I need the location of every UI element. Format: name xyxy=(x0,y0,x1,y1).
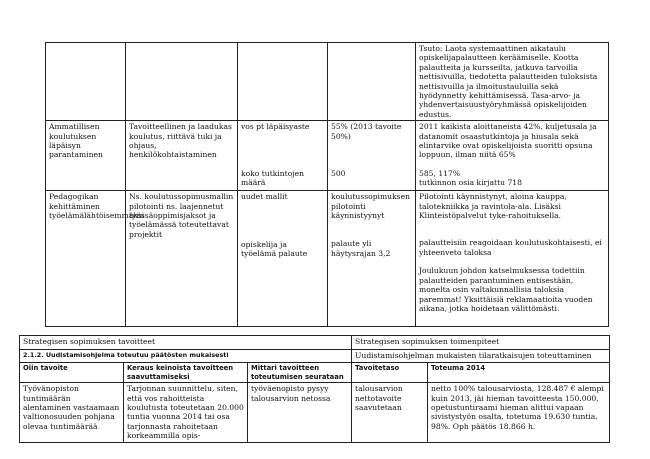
spacer xyxy=(419,220,605,238)
target-text: 500 xyxy=(331,169,346,179)
target-text: koulutussopimuksen pilotointi käynnistyynyt xyxy=(331,192,410,221)
spacer xyxy=(331,141,412,169)
header-right: Strategisen sopimuksen toimenpiteet xyxy=(352,336,610,350)
table-row xyxy=(20,383,610,442)
column-header: Keraus keinoista tavoitteen saavuttamiseksi xyxy=(124,363,248,383)
target-text: palaute yli häytysrajan 3,2 xyxy=(331,239,391,258)
indicator-text: opiskelija ja työelämä palaute xyxy=(241,239,308,259)
table-cell xyxy=(328,43,416,121)
results-table-top xyxy=(45,42,609,327)
result-text: tutkinnon osia kirjattu 718 xyxy=(419,178,522,188)
spacer xyxy=(241,132,324,169)
goal-cell: Ammatillisen koulutuksen läpäisyn parantaminen xyxy=(46,121,126,191)
indicator-text: vos pt läpäisyaste xyxy=(241,122,310,132)
spacer xyxy=(241,202,324,240)
column-header: Tavoitetaso xyxy=(352,363,428,383)
section-left: 2.1.2. Uudistamisohjelma toteutuu päätösten mukaisesti xyxy=(20,350,352,363)
table-cell: Työvänopiston tuntimäärän alentaminen vastaamaan valtionosuuden pohjana olevaa tuntimäärää xyxy=(20,383,124,442)
strategy-table-bottom xyxy=(19,335,610,443)
spacer xyxy=(419,257,605,266)
table-cell: talousarvion nettotavoite saavutetaan xyxy=(352,383,428,442)
table-cell: netto 100% talousarviosta, 128.487 € alempi kuin 2013, jäi hieman tavoitteesta 150.000, opetustuntiraami hieman alittui vapaan sivistystyön osalta, totetuma 19.630 tuntia, 98%. Oph päätös 18.866 h. xyxy=(428,383,610,442)
indicator-text: koko tutkintojen määrä xyxy=(241,168,305,188)
indicator-text: uudet mallit xyxy=(241,192,288,202)
spacer xyxy=(419,160,605,169)
table-cell: Tarjonnan suunnittelu, siten, että vos rahoitteista koulutusta toteutetaan 20.000 tuntia vuonna 2014 tai osa tarjonnasta rahoitetaan korkeammilla opis- xyxy=(124,383,248,442)
column-header: Oiin tavoite xyxy=(20,363,124,383)
result-text: palautteisiin reagoidaan koulutuskohtaisesti, ei yhteenveto taloksa xyxy=(419,238,602,257)
result-text: 585, 117% xyxy=(419,168,461,178)
table-cell xyxy=(238,43,328,121)
table-row xyxy=(20,336,610,350)
table-row xyxy=(46,191,609,327)
target-cell xyxy=(328,191,416,327)
result-text: Joulukuun johdon katselmuksessa todettiin palautteiden parantuminen entisestään, monelta osin valtakunnallisia taloksia paremmat! Yksittäisiä reklamaatioita vuoden aikana, jotka hoidetaan välittömästi. xyxy=(419,266,593,313)
column-header: Mittari tavoitteen toteutumisen seurataan xyxy=(248,363,352,383)
means-cell: Tavoitteellinen ja laadukas koulutus, riittävä tuki ja ohjaus, henkilökohtaistaminen xyxy=(126,121,238,191)
section-right: Uudistamisohjelman mukaisten tilaratkaisujen toteuttaminen xyxy=(352,350,610,363)
result-cell xyxy=(416,121,609,191)
table-row xyxy=(20,350,610,363)
table-row xyxy=(46,43,609,121)
indicator-cell xyxy=(238,191,328,327)
table-row xyxy=(20,363,610,383)
table-cell xyxy=(126,43,238,121)
spacer xyxy=(331,220,412,239)
table-cell: Tsuto: Laota systemaattinen aikataulu opiskelijapalautteen keräämiselle. Kootta palautteita ja kursseilta, jatkuva tarvoilla nettisivuilla, tiedotetta palautteiden tuloksista nettisivuilla ja ilmoitustauluilla sekä hyödynnetty kehittämisessä. Tasa-arvo- ja yhdenvertaisuustyöryhmässä opiskelijoiden edustus. xyxy=(416,43,609,121)
result-text: 2011 kaikista aloittaneista 42%, kuljetusala ja datanomit osaastutkintoja ja hiusala sekä elintarvike ovat opiskelijoista suoritti opsuna loppuun, ilman niitä 65% xyxy=(419,122,597,160)
result-text: Pilotointi käynnistynyt, aloina kauppa, talotekniikka ja ravintola-ala. Lisäksi Klinteistöpalvelut tyke-rahoituksella. xyxy=(419,192,567,221)
means-cell: Ns. koulutussopimusmallin pilotointi ns. laajennetut työssäoppimisjaksot ja työelämässä toteutettavat projektit xyxy=(126,191,238,327)
table-cell: työväenopisto pysyy talousarvion netossa xyxy=(248,383,352,442)
indicator-cell xyxy=(238,121,328,191)
target-text: 55% (2013 tavoite 50%) xyxy=(331,122,402,141)
header-left: Strategisen sopimuksen tavoitteet xyxy=(20,336,352,350)
goal-cell: Pedagogikan kehittäminen työelämälähtöisemmäksi xyxy=(46,191,126,327)
result-cell xyxy=(416,191,609,327)
table-cell xyxy=(46,43,126,121)
target-cell xyxy=(328,121,416,191)
column-header: Toteuma 2014 xyxy=(428,363,610,383)
table-row xyxy=(46,121,609,191)
